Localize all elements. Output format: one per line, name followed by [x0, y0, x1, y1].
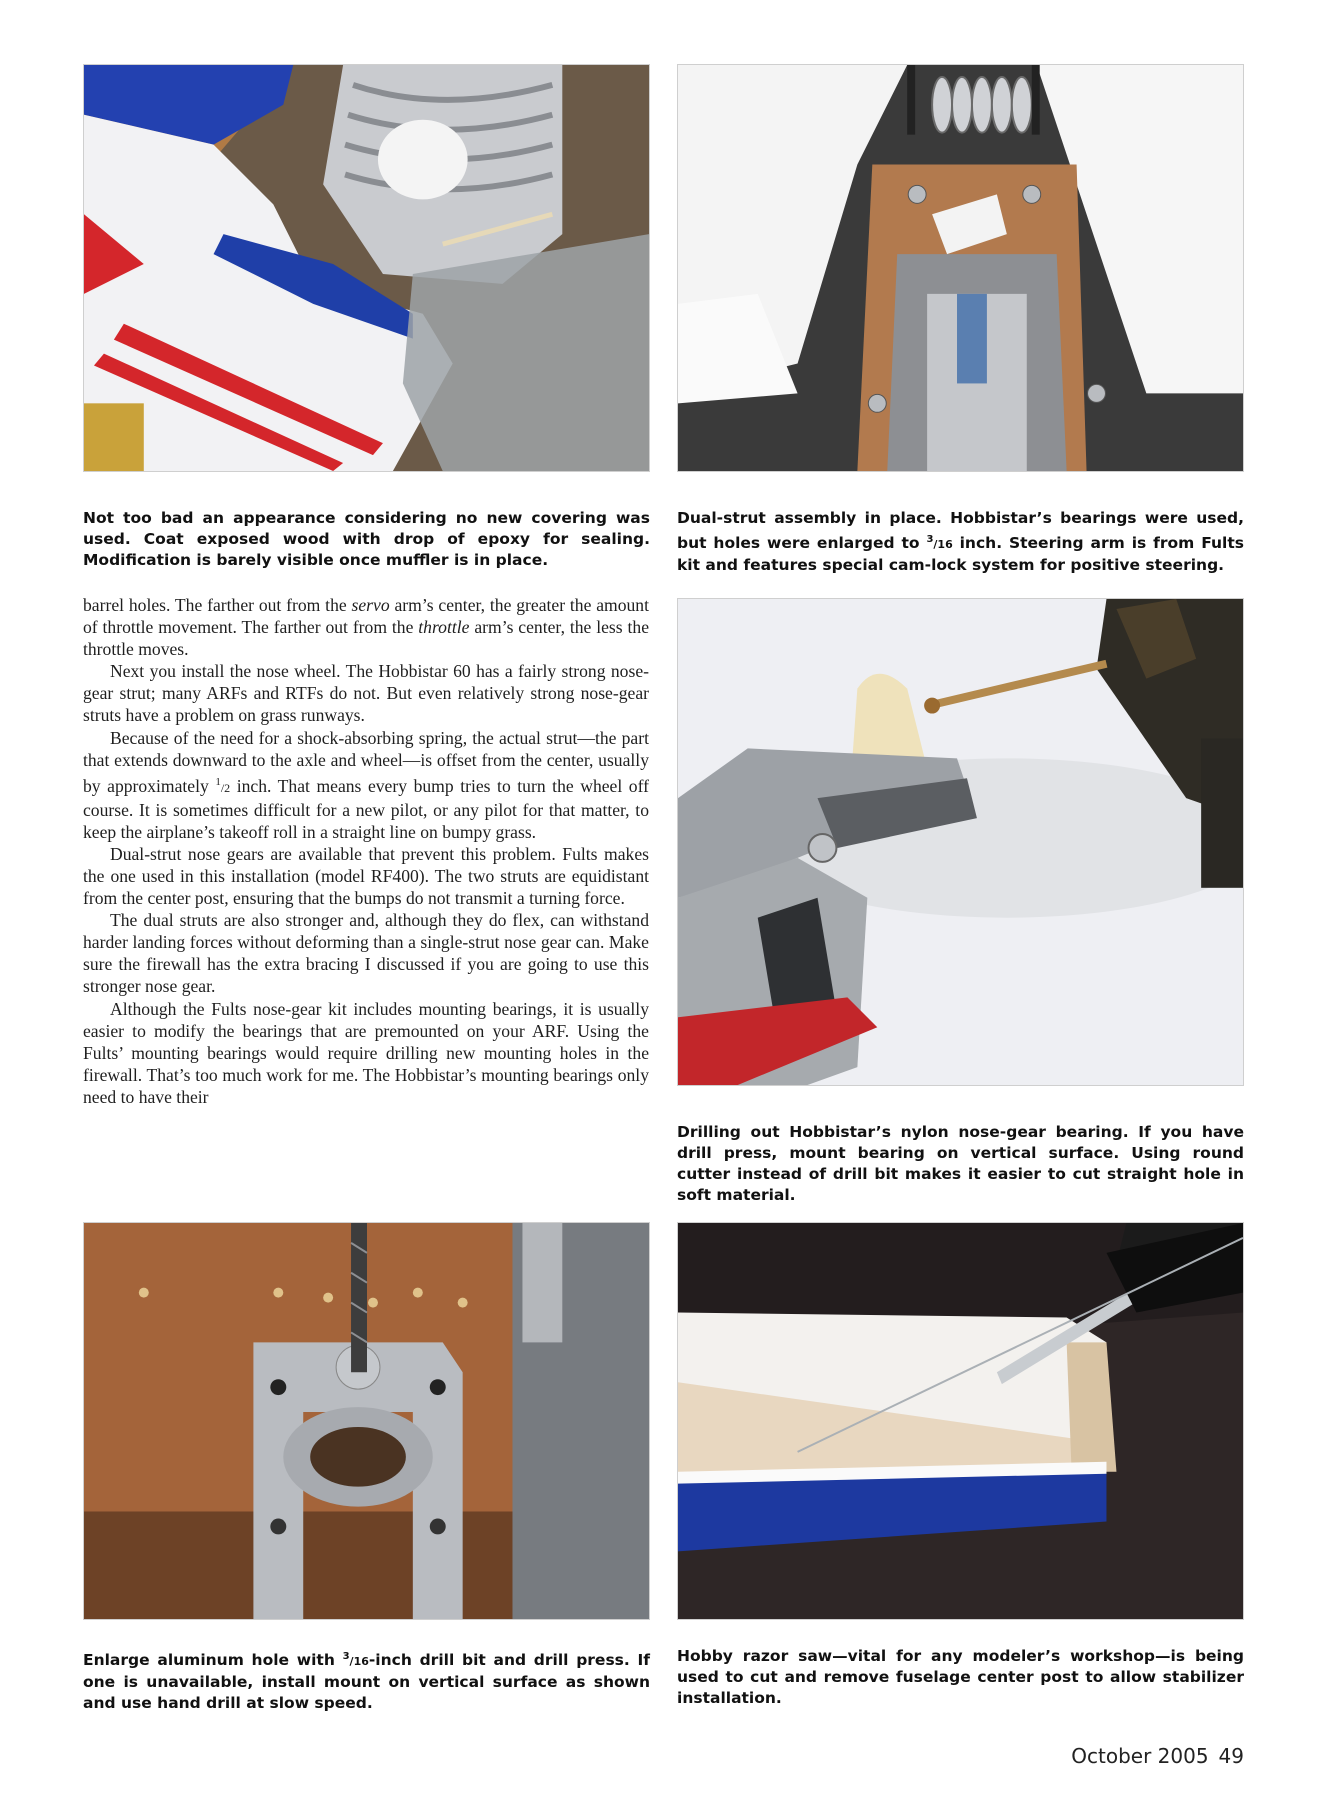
body-paragraph-2: Next you install the nose wheel. The Hobbistar 60 has a fairly strong nose-gear strut; many ARFs and RTFs do not. But even relatively strong nose-gear struts have a problem on grass runways. — [83, 661, 649, 726]
photo-engine-cowl — [83, 64, 650, 472]
photo-drilling-bearing — [677, 598, 1244, 1086]
photo-razor-saw — [677, 1222, 1244, 1620]
body-p1-emphasis-servo: servo — [351, 595, 390, 615]
photo-dual-strut-assembly — [677, 64, 1244, 472]
caption-drill-press-text-a: Enlarge aluminum hole with — [83, 1651, 343, 1670]
body-p1-text-a: barrel holes. The farther out from the — [83, 595, 352, 615]
caption-drill-press-text-b: -inch drill bit and drill press. If one is unavailable, install mount on vertical surface as shown and use hand drill at slow speed. — [83, 1651, 651, 1713]
caption-drilling-bearing: Drilling out Hobbistar’s nylon nose-gear bearing. If you have drill press, mount bearing on vertical surface. Using round cutter instead of drill bit makes it easier to cut straight hole in soft material. — [677, 1123, 1244, 1204]
caption-drill-press — [83, 1646, 650, 1714]
body-paragraph-4: Dual-strut nose gears are available that prevent this problem. Fults makes the one used in this installation (model RF400). The two struts are equidistant from the center post, ensuring that the bumps do not transmit a turning force. — [83, 843, 649, 909]
folio-issue: October 2005 — [1071, 1744, 1209, 1768]
photo-drill-press-mount — [83, 1222, 650, 1620]
drill-press-image — [84, 1223, 649, 1619]
body-paragraph-3 — [83, 727, 649, 843]
body-paragraph-1 — [83, 594, 649, 660]
caption-razor-saw: Hobby razor saw—vital for any modeler’s workshop—is being used to cut and remove fuselage center post to allow stabilizer installation. — [677, 1647, 1244, 1707]
page-folio — [1071, 1744, 1244, 1768]
body-paragraph-6: Although the Fults nose-gear kit includes mounting bearings, it is usually easier to modify the bearings that are premounted on your ARF. Using the Fults’ mounting bearings would require drilling new mounting holes in the firewall. That’s too much work for me. The Hobbistar’s mounting bearings only need to have their — [83, 998, 649, 1107]
body-p3-text-b: inch. That means every bump tries to turn the wheel off course. It is sometimes difficult for a new pilot, or any pilot for that matter, to keep the airplane’s takeoff roll in a straight line on bumpy grass. — [83, 775, 649, 842]
drilling-bearing-image — [678, 599, 1243, 1085]
body-p1-text-b: arm’s center, the greater the amount of throttle movement. The farther out from the — [83, 595, 649, 638]
caption-drill-press-frac-num: 3 — [342, 1651, 350, 1662]
article-body — [83, 594, 649, 1108]
caption-engine-cowl: Not too bad an appearance considering no new covering was used. Coat exposed wood with drop of epoxy for sealing. Modification is barely visible once muffler is in place. — [83, 509, 650, 569]
dual-strut-image — [678, 65, 1243, 471]
body-p1-text-c: arm’s center, the less the throttle moves. — [83, 617, 649, 660]
caption-dual-strut-text-b: inch. Steering arm is from Fults kit and features special cam-lock system for positive steering. — [677, 534, 1244, 575]
folio-page-number: 49 — [1218, 1744, 1244, 1768]
body-p1-emphasis-throttle: throttle — [418, 617, 470, 638]
caption-dual-strut-frac-den: /16 — [933, 538, 953, 552]
razor-saw-image — [678, 1223, 1243, 1619]
caption-dual-strut-text-a: Dual-strut assembly in place. Hobbistar’s bearings were used, but holes were enlarged to — [677, 509, 1244, 553]
body-paragraph-5: The dual struts are also stronger and, although they do flex, can withstand harder landing forces without deforming than a single-strut nose gear can. Make sure the firewall has the extra bracing I discussed if you are going to use this stronger nose gear. — [83, 910, 649, 997]
caption-drill-press-frac-den: /16 — [349, 1655, 369, 1669]
body-p3-frac-num: 1 — [215, 775, 221, 788]
body-p3-frac-den: /2 — [220, 780, 231, 795]
body-p3-text-a: Because of the need for a shock-absorbing spring, the actual strut—the part that extends downward to the axle and wheel—is offset from the center, usually by approximately — [83, 727, 649, 796]
caption-dual-strut-frac-num: 3 — [926, 534, 934, 545]
engine-cowl-image — [84, 65, 649, 471]
caption-dual-strut — [677, 508, 1244, 576]
